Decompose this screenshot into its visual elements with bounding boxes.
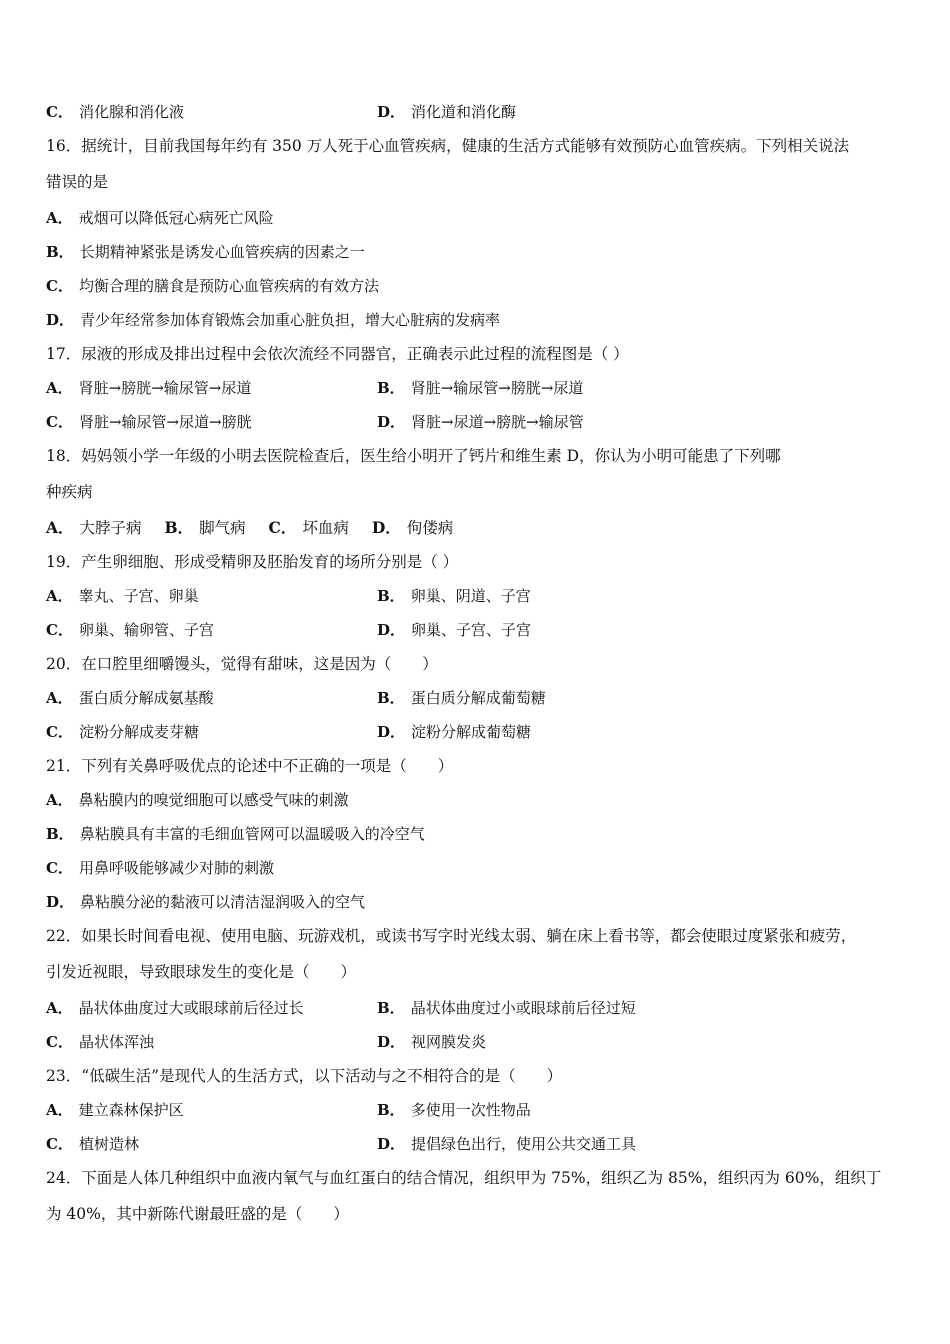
q18-option-b[interactable]: B． 脚气病 <box>164 518 246 537</box>
q19-option-b[interactable]: B． 卵巢、阴道、子宫 <box>377 587 531 605</box>
q22-option-d[interactable]: D． 视网膜发炎 <box>377 1033 487 1051</box>
q17-option-b[interactable]: B． 肾脏→输尿管→膀胱→尿道 <box>377 379 584 397</box>
q19-stem: 19．产生卵细胞、形成受精卵及胚胎发育的场所分别是（ ） <box>46 553 459 571</box>
q18-stem-line1: 18．妈妈领小学一年级的小明去医院检查后，医生给小明开了钙片和维生素 D，你认为小明可能患了下列哪 <box>46 447 781 465</box>
q16-option-d[interactable]: D． 青少年经常参加体育锻炼会加重心脏负担，增大心脏病的发病率 <box>46 311 501 329</box>
q16-stem-line2: 错误的是 <box>46 173 109 191</box>
q18-option-a[interactable]: A． 大脖子病 <box>46 518 142 537</box>
q22-options-row-cd <box>46 1028 906 1062</box>
q16-stem-line1: 16．据统计，目前我国每年约有 350 万人死于心血管疾病，健康的生活方式能够有效预防心血管疾病。下列相关说法 <box>46 137 850 155</box>
q23-option-c[interactable]: C． 植树造林 <box>46 1135 139 1153</box>
q16-option-a[interactable]: A． 戒烟可以降低冠心病死亡风险 <box>46 209 274 227</box>
q19-options-row-ab <box>46 582 906 616</box>
q21-option-d[interactable]: D． 鼻粘膜分泌的黏液可以清洁湿润吸入的空气 <box>46 893 366 911</box>
q22-options-row-ab <box>46 994 906 1028</box>
q23-option-d[interactable]: D． 提倡绿色出行，使用公共交通工具 <box>377 1135 637 1153</box>
q22-option-a[interactable]: A． 晶状体曲度过大或眼球前后径过长 <box>46 999 304 1017</box>
q23-stem: 23．“低碳生活”是现代人的生活方式，以下活动与之不相符合的是（ ） <box>46 1067 563 1085</box>
q17-stem: 17．尿液的形成及排出过程中会依次流经不同器官，正确表示此过程的流程图是（ ） <box>46 345 629 363</box>
q24-stem-line1: 24．下面是人体几种组织中血液内氧气与血红蛋白的结合情况，组织甲为 75%，组织乙为 85%，组织丙为 60%，组织丁 <box>46 1169 882 1187</box>
q21-option-c[interactable]: C． 用鼻呼吸能够减少对肺的刺激 <box>46 859 274 877</box>
q22-stem-line1: 22．如果长时间看电视、使用电脑、玩游戏机，或读书写字时光线太弱、躺在床上看书等，都会使眼过度紧张和疲劳， <box>46 927 857 945</box>
q20-options-row-cd <box>46 718 906 752</box>
q18-option-d[interactable]: D． 佝偻病 <box>371 518 454 537</box>
q17-option-c[interactable]: C． 肾脏→输尿管→尿道→膀胱 <box>46 413 252 431</box>
q24-stem-line2: 为 40%，其中新陈代谢最旺盛的是（ ） <box>46 1205 349 1223</box>
q21-stem: 21．下列有关鼻呼吸优点的论述中不正确的一项是（ ） <box>46 757 454 775</box>
q21-option-b[interactable]: B． 鼻粘膜具有丰富的毛细血管网可以温暖吸入的冷空气 <box>46 825 425 843</box>
q20-option-b[interactable]: B． 蛋白质分解成葡萄糖 <box>377 689 546 707</box>
q22-option-b[interactable]: B． 晶状体曲度过小或眼球前后径过短 <box>377 999 636 1017</box>
exam-page <box>46 98 906 1236</box>
q23-options-row-ab <box>46 1096 906 1130</box>
q15-options-row-cd <box>46 98 906 132</box>
q16-option-c[interactable]: C． 均衡合理的膳食是预防心血管疾病的有效方法 <box>46 277 379 295</box>
q20-options-row-ab <box>46 684 906 718</box>
q15-option-c[interactable]: C． 消化腺和消化液 <box>46 103 184 121</box>
q20-stem: 20．在口腔里细嚼馒头，觉得有甜味，这是因为（ ） <box>46 655 438 673</box>
q16-option-b[interactable]: B． 长期精神紧张是诱发心血管疾病的因素之一 <box>46 243 365 261</box>
q18-stem-line2: 种疾病 <box>46 483 93 501</box>
q18-option-c[interactable]: C． 坏血病 <box>268 518 349 537</box>
q17-options-row-ab <box>46 374 906 408</box>
q21-option-a[interactable]: A． 鼻粘膜内的嗅觉细胞可以感受气味的刺激 <box>46 791 349 809</box>
q22-option-c[interactable]: C． 晶状体浑浊 <box>46 1033 154 1051</box>
q23-option-a[interactable]: A． 建立森林保护区 <box>46 1101 184 1119</box>
q20-option-a[interactable]: A． 蛋白质分解成氨基酸 <box>46 689 214 707</box>
q18-options-inline <box>46 514 906 548</box>
q17-option-a[interactable]: A． 肾脏→膀胱→输尿管→尿道 <box>46 379 252 397</box>
q17-options-row-cd <box>46 408 906 442</box>
q19-option-a[interactable]: A． 睾丸、子宫、卵巢 <box>46 587 199 605</box>
q19-option-d[interactable]: D． 卵巢、子宫、子宫 <box>377 621 532 639</box>
q22-stem-line2: 引发近视眼，导致眼球发生的变化是（ ） <box>46 963 357 981</box>
q19-option-c[interactable]: C． 卵巢、输卵管、子宫 <box>46 621 214 639</box>
q23-option-b[interactable]: B． 多使用一次性物品 <box>377 1101 531 1119</box>
q15-option-d[interactable]: D． 消化道和消化酶 <box>377 103 517 121</box>
q19-options-row-cd <box>46 616 906 650</box>
q20-option-d[interactable]: D． 淀粉分解成葡萄糖 <box>377 723 532 741</box>
q23-options-row-cd <box>46 1130 906 1164</box>
q20-option-c[interactable]: C． 淀粉分解成麦芽糖 <box>46 723 199 741</box>
q17-option-d[interactable]: D． 肾脏→尿道→膀胱→输尿管 <box>377 413 584 431</box>
